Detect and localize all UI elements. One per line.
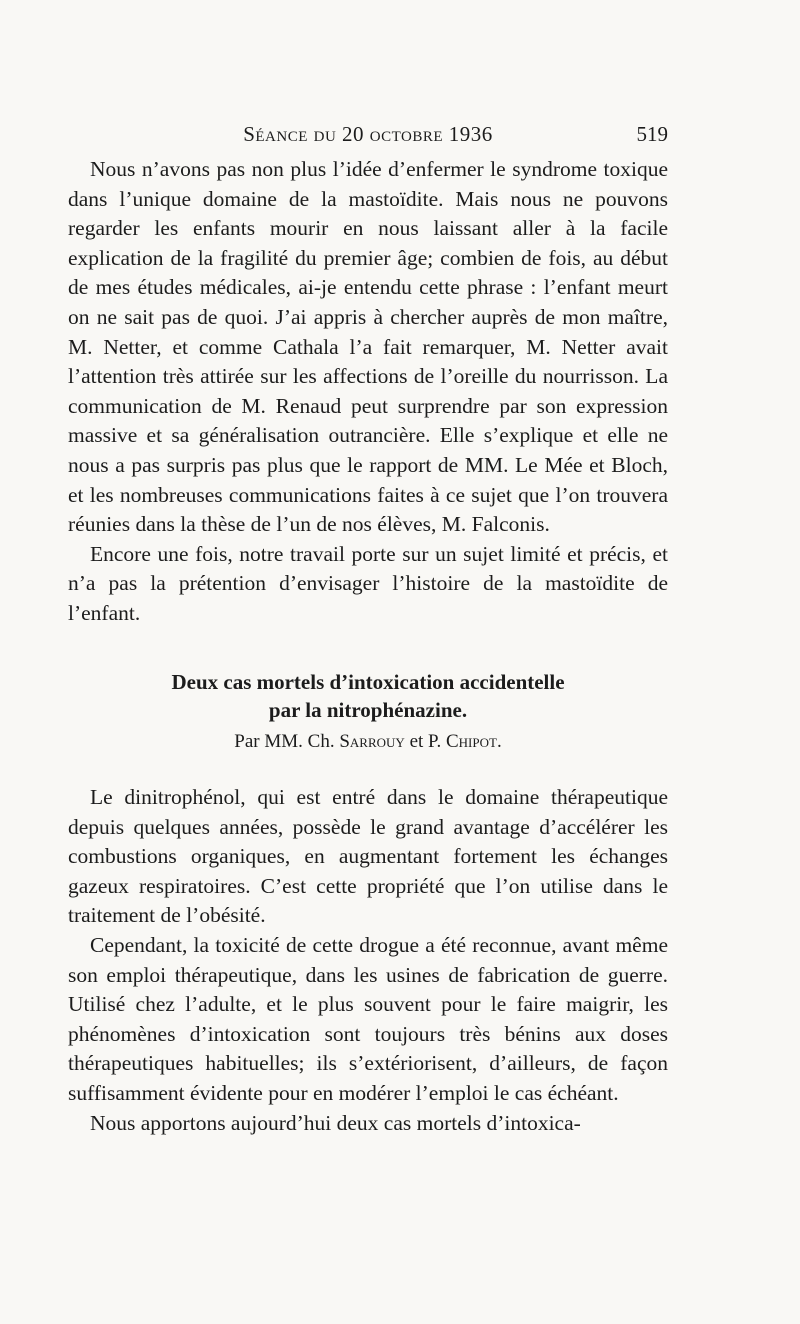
running-title-day: 20 [342,122,365,146]
author-name: Sarrouy [339,731,405,752]
article-title-line: par la nitrophénazine. [268,698,468,722]
byline-connector: et P. [409,731,442,752]
paragraph: Encore une fois, notre travail porte sur un sujet limité et précis, et n’a pas la prétention d’envisager l’histoire de la mastoïdite de l’enfant. [68,541,668,625]
continuation-text [68,155,668,629]
running-header [68,118,668,152]
running-title-prefix: Séance du [243,122,337,146]
author-name: Chipot. [446,731,502,752]
article-byline [68,731,668,753]
article-title [68,668,668,724]
running-title-month: octobre [369,122,444,146]
paragraph: Nous n’avons pas non plus l’idée d’enfermer le syndrome toxique dans l’unique domaine de la mastoïdite. Mais nous ne pouvons regarder les enfants mourir en nous laissant aller à la facile explication de la fragilité du premier âge; combien de fois, au début de mes études médicales, ai-je entendu cette phrase : l’enfant meurt on ne sait pas de quoi. J’ai appris à chercher auprès de mon maître, M. Netter, et comme Cathala l’a fait remarquer, M. Netter avait l’attention très attirée sur les affections de l’oreille du nourrisson. La communication de M. Renaud peut surprendre par son expression massive et sa généralisation outrancière. Elle s’explique et elle ne nous a pas surpris pas plus que le rapport de MM. Le Mée et Bloch, et les nombreuses communications faites à ce sujet que l’on trouvera réunies dans la thèse de l’un de nos élèves, M. Falconis. [68,157,668,537]
page-number: 519 [636,122,668,146]
article-body [68,783,668,1138]
running-title [68,122,668,147]
byline-prefix: Par MM. Ch. [234,731,335,752]
paragraph: Nous apportons aujourd’hui deux cas mortels d’intoxica- [90,1110,581,1135]
article-title-line: Deux cas mortels d’intoxication accidentelle [171,670,565,694]
paragraph: Cependant, la toxicité de cette drogue a été reconnue, avant même son emploi thérapeutique, dans les usines de fabrication de guerre. Utilisé chez l’adulte, et le plus souvent pour le faire maigrir, les phénomènes d’intoxication sont toujours très bénins aux doses thérapeutiques habituelles; ils s’extériorisent, d’ailleurs, de façon suffisamment évidente pour en modérer l’emploi le cas échéant. [68,932,668,1105]
paragraph: Le dinitrophénol, qui est entré dans le domaine thérapeutique depuis quelques années, possède le grand avantage d’accélérer les combustions organiques, en augmentant fortement les échanges gazeux respiratoires. C’est cette propriété que l’on utilise dans le traitement de l’obésité. [68,785,668,928]
running-title-year: 1936 [448,122,493,146]
